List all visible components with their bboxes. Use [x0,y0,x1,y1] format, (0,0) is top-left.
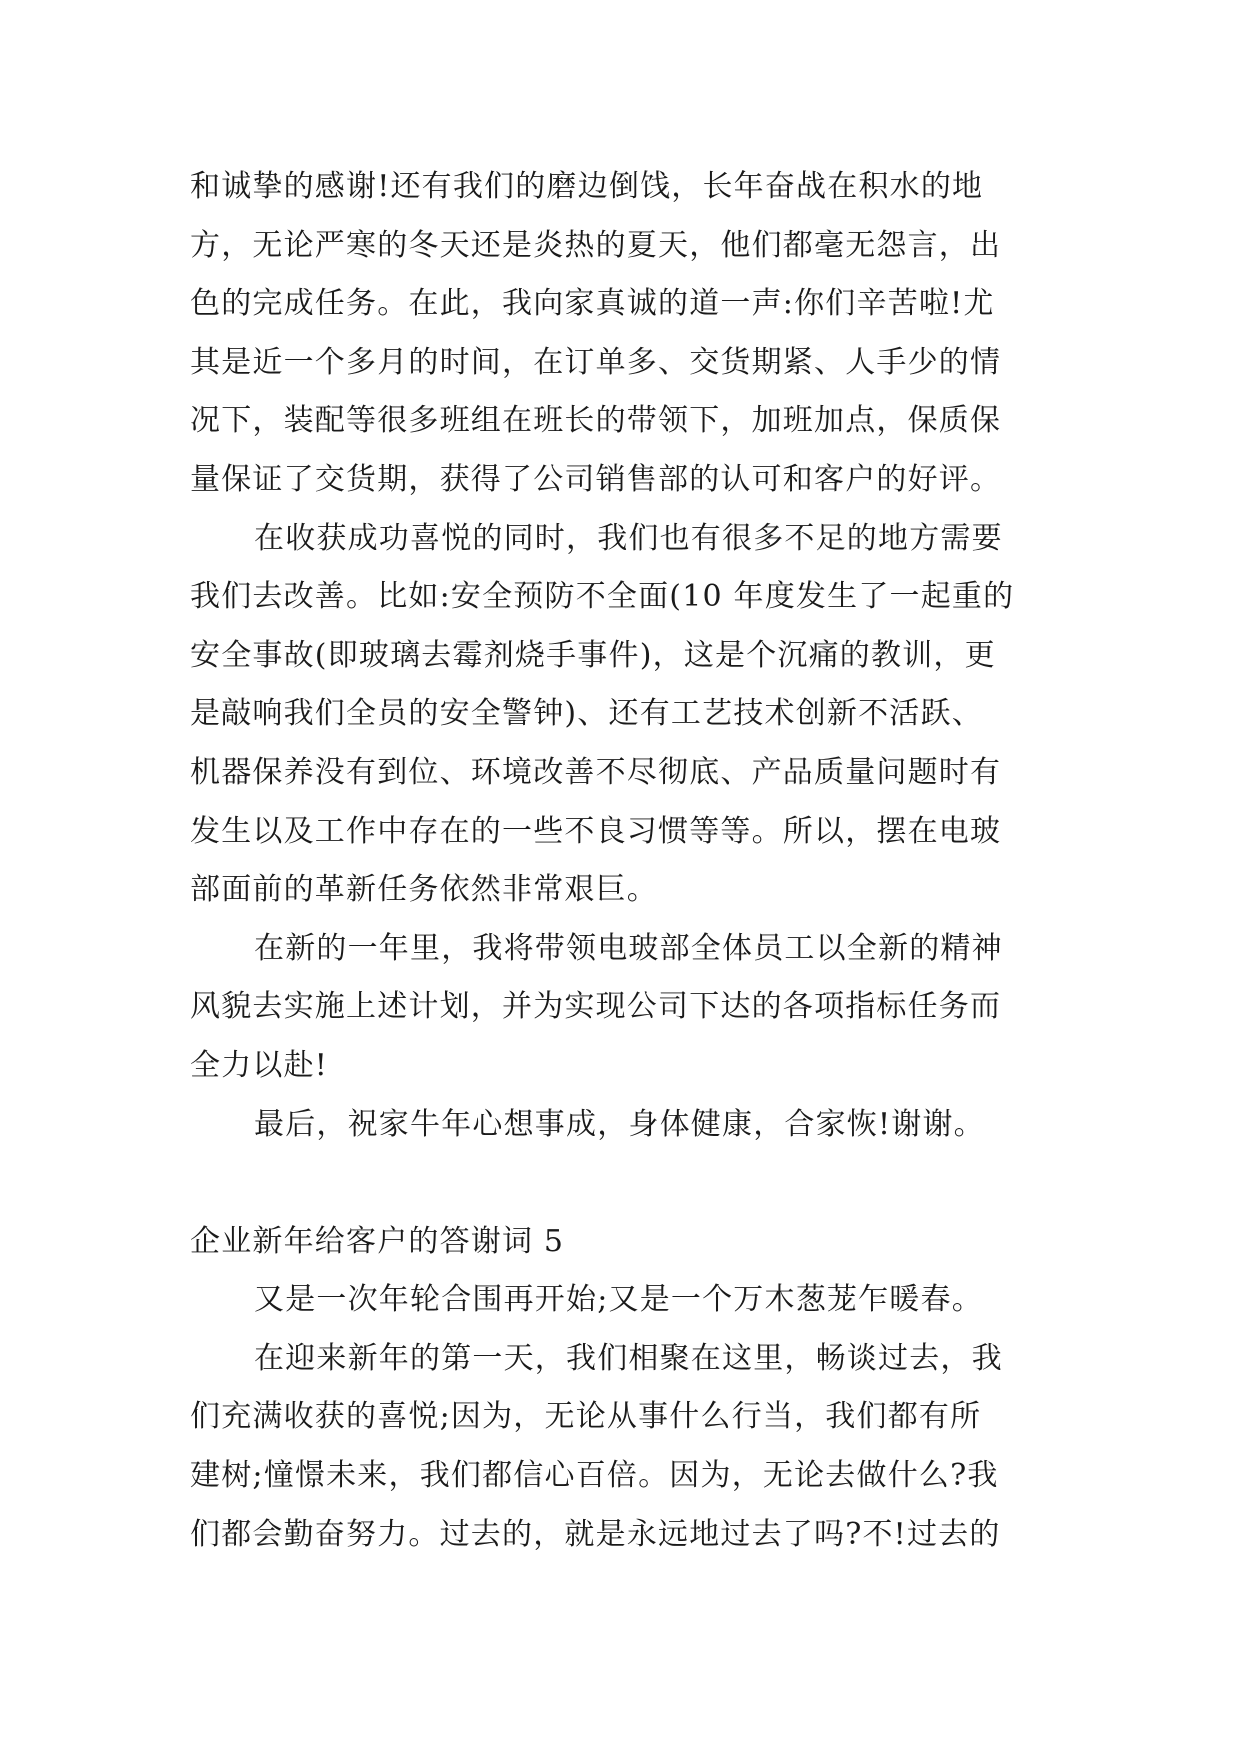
blank-line [190,1154,1060,1213]
text-line: 其是近一个多月的时间，在订单多、交货期紧、人手少的情 [190,344,1002,380]
text-line: 又是一次年轮合围再开始;又是一个万木葱茏乍暖春。 [254,1282,983,1318]
text-line: 安全事故(即玻璃去霉剂烧手事件)，这是个沉痛的教训，更 [190,637,996,673]
text-line: 机器保养没有到位、环境改善不尽彻底、产品质量问题时有 [190,754,1002,790]
text-line: 部面前的革新任务依然非常艰巨。 [190,872,658,908]
text-line: 发生以及工作中存在的一些不良习惯等等。所以，摆在电玻 [190,813,1002,849]
text-line: 在收获成功喜悦的同时，我们也有很多不足的地方需要 [254,520,1003,556]
paragraph-thanks-continued [190,158,1060,510]
text-line: 全力以赴! [190,1047,329,1083]
text-line: 方，无论严寒的冬天还是炎热的夏天，他们都毫无怨言，出 [190,227,1002,263]
paragraph-new-year-plan [190,920,1060,1096]
text-line: 们都会勤奋努力。过去的，就是永远地过去了吗?不!过去的 [190,1516,1001,1552]
text-line: 风貌去实施上述计划，并为实现公司下达的各项指标任务而 [190,989,1002,1025]
paragraph-section5-opening [190,1271,1060,1330]
paragraph-section5-body [190,1330,1060,1564]
paragraph-shortcomings [190,510,1060,920]
text-line: 建树;憧憬未来，我们都信心百倍。因为，无论去做什么?我 [190,1458,999,1494]
text-line: 们充满收获的喜悦;因为，无论从事什么行当，我们都有所 [190,1399,982,1435]
text-line: 和诚挚的感谢!还有我们的磨边倒饯，长年奋战在积水的地 [190,169,984,204]
text-line: 量保证了交货期，获得了公司销售部的认可和客户的好评。 [190,461,1002,497]
document-body [190,158,1060,1564]
text-line: 最后，祝家牛年心想事成，身体健康，合家恢!谢谢。 [254,1106,985,1142]
text-line: 况下，装配等很多班组在班长的带领下，加班加点，保质保 [190,403,1002,439]
text-line: 是敲响我们全员的安全警钟)、还有工艺技术创新不活跃、 [190,696,983,732]
text-line: 在迎来新年的第一天，我们相聚在这里，畅谈过去，我 [254,1340,1003,1376]
section-title: 企业新年给客户的答谢词 5 [190,1223,565,1259]
paragraph-closing-wishes [190,1096,1060,1155]
text-line: 在新的一年里，我将带领电玻部全体员工以全新的精神 [254,930,1003,966]
text-line: 色的完成任务。在此，我向家真诚的道一声:你们辛苦啦!尤 [190,286,995,322]
text-line: 我们去改善。比如:安全预防不全面(10 年度发生了一起重的 [190,579,1015,615]
